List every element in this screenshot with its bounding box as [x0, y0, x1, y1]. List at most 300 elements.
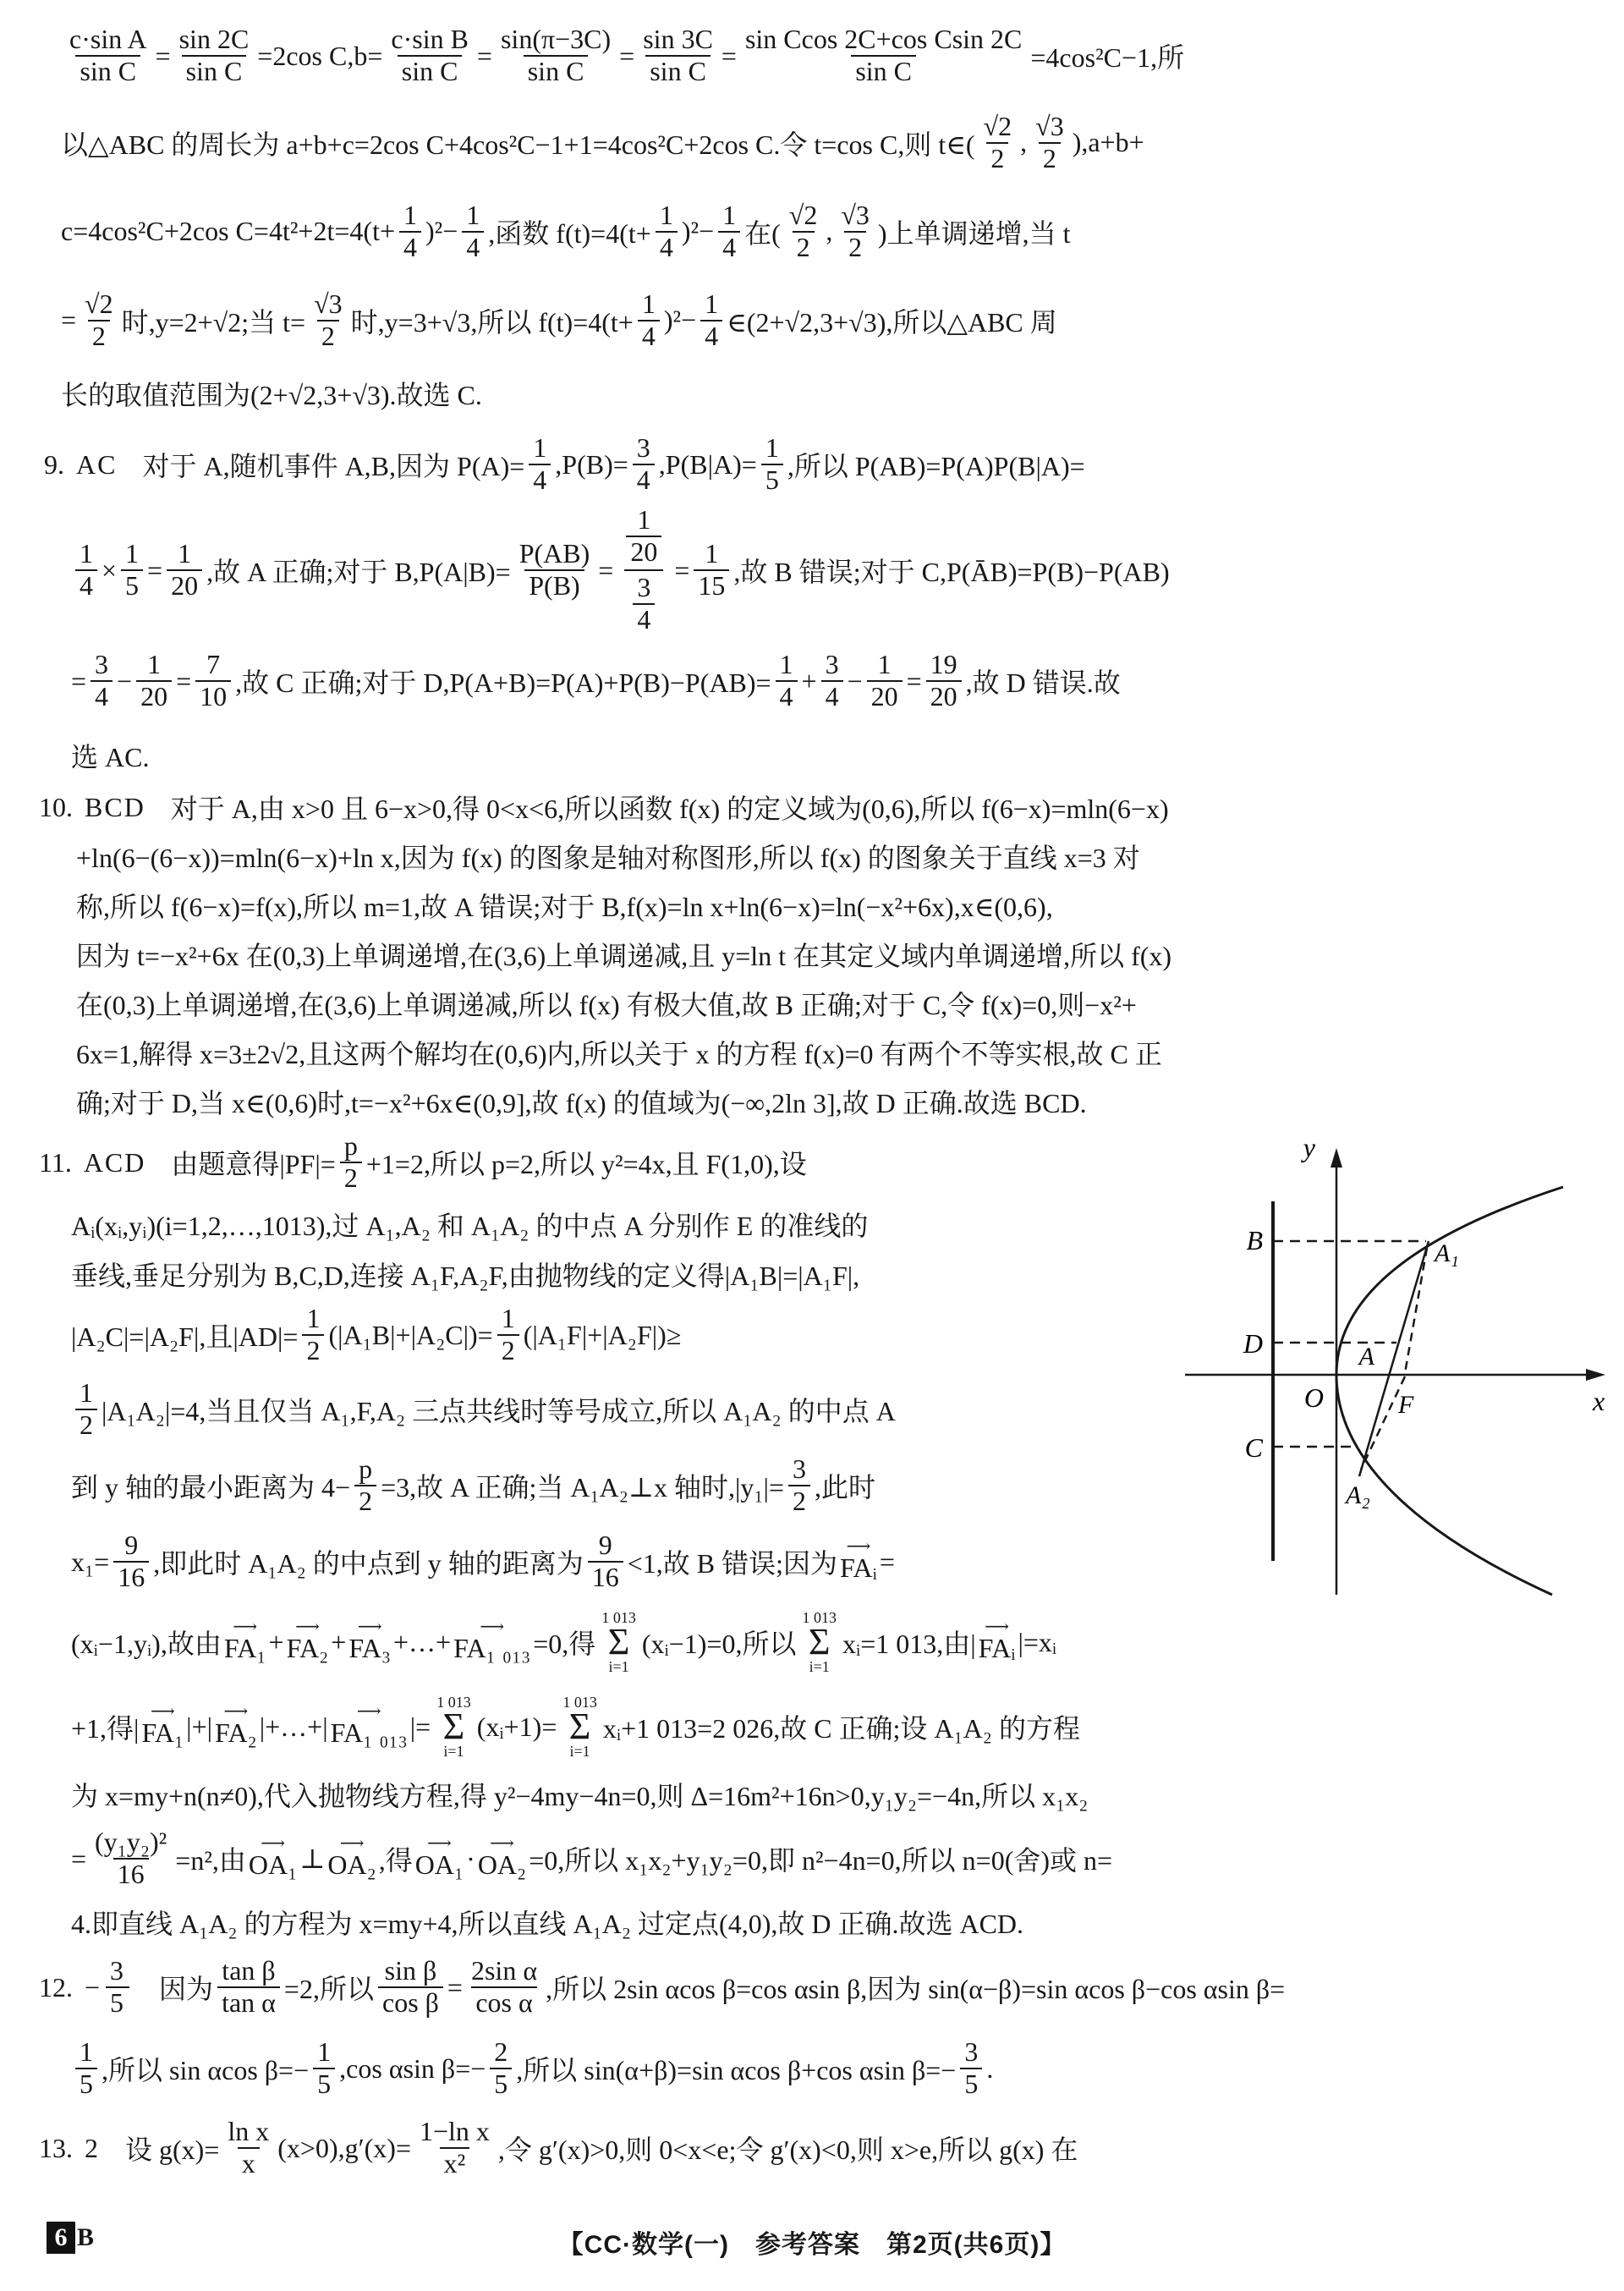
- fraction: [718, 201, 740, 263]
- math-text: 5: [110, 1987, 126, 2018]
- math-text: =: [906, 665, 922, 696]
- fraction: [633, 573, 655, 635]
- math-text: 到 y 轴的最小距离为 4−: [71, 1472, 351, 1503]
- vector-text: OA₂: [477, 1849, 527, 1880]
- fraction: [106, 1956, 129, 2019]
- math-text: √3: [1035, 110, 1064, 141]
- math-text: c·sin A: [69, 24, 147, 55]
- math-text: √2: [85, 288, 113, 319]
- math-text: −: [847, 665, 863, 696]
- math-text: 设 g(x)=: [125, 2134, 220, 2165]
- math-text: =: [598, 554, 614, 585]
- summation-part: 1 013: [562, 1693, 597, 1711]
- math-text: ∈(2+√2,3+√3),所以△ABC 周: [727, 306, 1057, 338]
- vector-arrow-icon: ⟶: [846, 1536, 871, 1556]
- fraction: [529, 433, 551, 496]
- math-line: [0, 504, 1624, 635]
- math-line: [0, 728, 1624, 783]
- math-text: =: [476, 40, 492, 71]
- math-text: 20: [630, 536, 658, 568]
- figure-label-F: F: [1398, 1391, 1414, 1419]
- math-text: 3: [825, 649, 839, 680]
- math-text: 时,y=3+√3,所以 f(t)=4(t+: [350, 306, 634, 338]
- math-text: |+|: [186, 1711, 213, 1742]
- vector-arrow-icon: ⟶: [223, 1701, 249, 1721]
- math-text: 1: [659, 199, 673, 230]
- vector: [477, 1833, 527, 1880]
- math-text: 6x=1,解得 x=3±2√2,且这两个解均在(0,6)内,所以关于 x 的方程 f(x)=0 有两个不等实根,故 C 正: [76, 1039, 1162, 1069]
- math-text: 16: [591, 1562, 619, 1592]
- math-text: .: [986, 2052, 994, 2084]
- fraction: [113, 1530, 149, 1593]
- math-text: 对于 A,随机事件 A,B,因为 P(A)=: [142, 451, 525, 481]
- math-text: xᵢ=1 013,由|: [842, 1629, 976, 1659]
- fraction: [167, 539, 202, 602]
- fraction: [700, 289, 722, 352]
- summation-part: Σ: [442, 1706, 465, 1748]
- summation-part: i=1: [443, 1742, 464, 1760]
- math-text: ,: [826, 216, 833, 246]
- fraction: [656, 201, 678, 263]
- math-line: [0, 634, 1624, 728]
- math-line: [0, 276, 1624, 365]
- math-text: +…+: [393, 1626, 452, 1657]
- fraction: [776, 650, 798, 712]
- math-text: 10: [200, 681, 228, 711]
- math-text: 20: [930, 681, 957, 711]
- math-line: [0, 1769, 1624, 1820]
- math-text: 5: [765, 464, 779, 495]
- vector-arrow-icon: ⟶: [985, 1617, 1009, 1636]
- math-text: 2: [501, 1335, 515, 1365]
- math-text: 在(0,3)上单调递增,在(3,6)上单调递减,所以 f(x) 有极大值,故 B 正确;对于 C,令 f(x)=0,则−x²+: [76, 990, 1137, 1020]
- math-text: 15: [698, 570, 726, 601]
- summation: [802, 1609, 837, 1676]
- math-text: 4: [722, 231, 737, 262]
- math-text: (x>0),g′(x)=: [277, 2132, 411, 2163]
- math-line: [0, 98, 1624, 187]
- math-text: ,故 A 正确;对于 B,P(A|B)=: [206, 557, 511, 587]
- fraction: [741, 25, 1026, 87]
- math-text: +1,得|: [71, 1713, 140, 1744]
- math-text: 2: [80, 1409, 93, 1440]
- math-text: ,得: [378, 1845, 413, 1876]
- fraction: [378, 1956, 443, 2019]
- math-text: (xᵢ−1)=0,所以: [641, 1629, 797, 1659]
- math-text: sin(π−3C): [500, 24, 612, 55]
- math-text: 4: [779, 681, 793, 711]
- math-text: +ln(6−(6−x))=mln(6−x)+ln x,因为 f(x) 的图象是轴对称图形,所以 f(x) 的图象关于直线 x=3 对: [76, 843, 1140, 873]
- fraction: [75, 539, 97, 602]
- fraction: [837, 201, 874, 263]
- figure-label-y: y: [1303, 1132, 1315, 1162]
- math-text: 2: [796, 231, 810, 262]
- math-text: 5: [494, 2068, 508, 2099]
- figure-label-A1: A₁: [1435, 1239, 1459, 1267]
- math-text: =: [619, 40, 635, 71]
- math-text: 3: [636, 432, 650, 464]
- math-line: [0, 979, 1624, 1028]
- math-text: ,函数 f(t)=4(t+: [488, 217, 651, 249]
- math-text: P(AB): [518, 538, 590, 569]
- math-text: x: [241, 2148, 255, 2178]
- figure-label-A: A: [1358, 1343, 1374, 1371]
- vector-arrow-icon: ⟶: [295, 1617, 320, 1636]
- math-line: [0, 1820, 1624, 1898]
- math-text: 1: [779, 649, 793, 680]
- math-text: 1: [501, 1303, 515, 1334]
- vector-arrow-icon: ⟶: [356, 1701, 381, 1721]
- fraction: [91, 1827, 171, 1890]
- math-text: 1: [80, 538, 93, 569]
- vector-text: FA₂: [215, 1717, 257, 1748]
- math-text: (y₁y₂)²: [95, 1827, 167, 1858]
- math-text: =: [721, 40, 737, 71]
- math-text: √3: [841, 199, 870, 230]
- answer-item-9: [0, 422, 1624, 783]
- math-text: 1: [877, 649, 892, 680]
- math-text: |=: [409, 1711, 431, 1742]
- math-text: 1: [641, 288, 656, 319]
- math-text: x₁=: [71, 1546, 110, 1577]
- math-text: sin C: [527, 56, 584, 86]
- fraction: [926, 650, 962, 712]
- fraction: [785, 201, 822, 263]
- summation: [601, 1609, 636, 1676]
- math-text: =2cos C,b=: [257, 40, 383, 71]
- math-text: ,所以 2sin αcos β=cos αsin β,因为 sin(α−β)=sin αcos β−cos αsin β=: [546, 1974, 1286, 2004]
- math-text: 9: [598, 1530, 612, 1561]
- fraction: [867, 650, 903, 712]
- question-number: 11.: [39, 1146, 72, 1178]
- vector: [978, 1617, 1016, 1663]
- math-text: cos α: [475, 1987, 533, 2018]
- math-text: 1: [765, 432, 779, 464]
- math-text: |A₁A₂|=4,当且仅当 A₁,F,A₂ 三点共线时等号成立,所以 A₁A₂ 的中点 A: [102, 1396, 896, 1426]
- math-text: 1: [705, 538, 719, 569]
- math-text: tan α: [222, 1987, 276, 2018]
- answer-8-continuation: [0, 0, 1624, 422]
- math-text: √2: [788, 199, 818, 230]
- math-text: ,故 D 错误.故: [965, 668, 1121, 698]
- math-text: 为 x=my+n(n≠0),代入抛物线方程,得 y²−4my−4n=0,则 Δ=16m²+16n>0,y₁y₂=−4n,所以 x₁x₂: [71, 1781, 1089, 1811]
- math-text: =: [674, 554, 690, 585]
- answer-item-10: [0, 783, 1624, 1126]
- math-text: 3: [95, 649, 109, 680]
- summation: [562, 1694, 597, 1761]
- summation-part: 1 013: [601, 1608, 636, 1626]
- vector-text: FA₁ ₀₁₃: [330, 1717, 408, 1748]
- math-text: (xᵢ−1,yᵢ),故由: [71, 1629, 222, 1659]
- vector: [141, 1701, 184, 1748]
- fraction: [467, 1956, 541, 2019]
- math-text: 19: [930, 649, 957, 680]
- math-text: 1−ln x: [419, 2116, 490, 2147]
- fraction: [387, 25, 473, 87]
- math-text: =2,所以: [283, 1974, 374, 2004]
- math-line: [0, 2109, 1624, 2187]
- math-text: 1: [147, 649, 162, 680]
- vector: [840, 1536, 877, 1583]
- math-text: 4: [403, 231, 417, 262]
- vector-text: FA₃: [348, 1632, 391, 1663]
- vector: [327, 1833, 376, 1880]
- figure-label-B: B: [1246, 1225, 1263, 1255]
- badge-number: 6: [47, 2222, 75, 2254]
- math-text: =3,故 A 正确;当 A₁A₂⊥x 轴时,|y₁|=: [381, 1472, 784, 1503]
- math-text: )²−: [663, 305, 697, 335]
- math-text: 4: [705, 320, 719, 351]
- math-text: =: [447, 1971, 463, 2003]
- math-text: 1: [705, 288, 719, 319]
- x-axis-arrow-icon: [1586, 1369, 1605, 1381]
- math-text: sin Ccos 2C+cos Csin 2C: [744, 24, 1023, 55]
- math-text: 4: [95, 681, 109, 711]
- math-text: 1: [125, 538, 140, 569]
- fraction: [175, 25, 254, 87]
- fraction: [75, 1378, 97, 1441]
- vector: [414, 1833, 464, 1880]
- math-text: 5: [80, 2068, 93, 2099]
- fraction: [639, 25, 717, 87]
- math-text: 2: [91, 320, 106, 351]
- math-text: 时,y=2+√2;当 t=: [121, 306, 306, 338]
- math-text: c·sin B: [391, 24, 469, 55]
- math-text: ×: [102, 554, 118, 585]
- math-text: |+…+|: [259, 1711, 328, 1742]
- math-text: p: [343, 1130, 358, 1162]
- vector-arrow-icon: ⟶: [261, 1833, 285, 1853]
- math-text: sin C: [185, 56, 243, 86]
- page-footer: [0, 2218, 1624, 2269]
- vector-arrow-icon: ⟶: [357, 1617, 382, 1636]
- math-text: Aᵢ(xᵢ,yᵢ)(i=1,2,…,1013),过 A₁,A₂ 和 A₁A₂ 的中点 A 分别作 E 的准线的: [71, 1211, 869, 1241]
- figure-label-A2: A₂: [1346, 1481, 1370, 1509]
- fraction: [354, 1454, 376, 1517]
- vector-text: FA₁: [141, 1717, 184, 1748]
- vector: [453, 1617, 531, 1663]
- math-text: )上单调递增,当 t: [877, 217, 1071, 249]
- fraction: [617, 503, 670, 636]
- math-text: 1: [533, 432, 547, 464]
- math-text: sin C: [80, 56, 137, 86]
- fraction: [788, 1454, 810, 1517]
- vector: [215, 1701, 257, 1748]
- math-text: 2: [793, 1486, 806, 1516]
- math-text: )²−: [681, 216, 715, 246]
- figure-label-C: C: [1244, 1432, 1263, 1463]
- math-text: =4cos²C−1,所: [1030, 42, 1185, 73]
- math-text: tan β: [222, 1955, 276, 1986]
- math-text: 9: [124, 1530, 139, 1561]
- parabola-figure: [1178, 1121, 1624, 1599]
- fraction: [960, 2037, 982, 2100]
- fraction: [979, 112, 1017, 174]
- math-text: 1: [722, 199, 737, 230]
- math-text: ·: [466, 1843, 475, 1874]
- fraction: [626, 505, 661, 568]
- math-text: 16: [117, 1859, 145, 1889]
- math-text: (|A₁B|+|A₂C|)=: [328, 1319, 493, 1350]
- fraction: [633, 433, 655, 496]
- figure-label-x: x: [1593, 1386, 1605, 1416]
- badge-suffix: B: [77, 2223, 95, 2251]
- math-line: [0, 14, 1624, 98]
- math-text: 4: [80, 570, 93, 601]
- math-text: 4: [659, 231, 673, 262]
- math-text: xᵢ+1 013=2 026,故 C 正确;设 A₁A₂ 的方程: [602, 1713, 1080, 1744]
- math-text: 5: [125, 570, 140, 601]
- math-text: 因为: [159, 1974, 214, 2004]
- summation-part: Σ: [808, 1621, 831, 1663]
- math-text: 由题意得|PF|=: [171, 1149, 336, 1179]
- math-text: 确;对于 D,当 x∈(0,6)时,t=−x²+6x∈(0,9],故 f(x) 的值域为(−∞,2ln 3],故 D 正确.故选 BCD.: [76, 1088, 1087, 1118]
- math-text: 4.即直线 A₁A₂ 的方程为 x=my+4,所以直线 A₁A₂ 过定点(4,0),故 D 正确.故选 ACD.: [71, 1909, 1024, 1939]
- summation-part: i=1: [809, 1657, 830, 1675]
- footer-caption: 【CC·数学(一) 参考答案 第2页(共6页)】: [557, 2231, 1067, 2259]
- vector-arrow-icon: ⟶: [490, 1833, 514, 1853]
- math-text: 3: [964, 2036, 979, 2068]
- math-text: 1: [403, 199, 417, 230]
- fraction: [310, 289, 347, 352]
- fraction: [313, 2037, 335, 2100]
- math-text: (xᵢ+1)=: [476, 1711, 557, 1742]
- vector: [330, 1701, 408, 1748]
- vector: [223, 1617, 266, 1663]
- math-line: [0, 1898, 1624, 1947]
- math-text: c=4cos²C+2cos C=4t²+2t=4(t+: [61, 216, 395, 246]
- math-text: 2: [306, 1335, 321, 1365]
- fraction: [65, 25, 151, 87]
- fraction: [217, 1956, 280, 2019]
- math-text: ,所以 P(AB)=P(A)P(B|A)=: [787, 451, 1085, 481]
- math-text: ,所以 sin αcos β=−: [102, 2055, 310, 2085]
- vector-text: OA₂: [327, 1849, 376, 1880]
- math-text: ,: [1020, 127, 1028, 157]
- math-text: 4: [466, 231, 480, 262]
- fraction: [588, 1530, 623, 1593]
- math-line: [0, 2028, 1624, 2109]
- math-text: 7: [206, 649, 221, 680]
- math-text: 因为 t=−x²+6x 在(0,3)上单调递增,在(3,6)上单调递减,且 y=ln t 在其定义域内单调递增,所以 f(x): [76, 941, 1172, 971]
- math-text: ,令 g′(x)>0,则 0<x<e;令 g′(x)<0,则 x>e,所以 g(x) 在: [497, 2134, 1078, 2165]
- math-line: [0, 1600, 1624, 1684]
- math-text: =: [176, 665, 192, 696]
- math-text: 5: [317, 2068, 332, 2099]
- vector-text: FA₁: [223, 1632, 266, 1663]
- math-text: 在(: [744, 217, 781, 249]
- math-text: 选 AC.: [71, 742, 150, 772]
- math-text: |=xᵢ: [1018, 1626, 1057, 1657]
- vector-arrow-icon: ⟶: [339, 1833, 365, 1853]
- answer-label: [85, 1954, 134, 2020]
- math-text: (|A₁F|+|A₂F|)≥: [523, 1319, 682, 1350]
- math-text: √3: [314, 288, 343, 319]
- math-text: =0,得: [533, 1629, 596, 1659]
- fraction: [75, 2037, 97, 2100]
- math-text: √2: [983, 110, 1012, 141]
- summation-part: Σ: [568, 1706, 591, 1748]
- math-line: [0, 1947, 1624, 2028]
- math-text: =: [155, 40, 171, 71]
- math-text: )²−: [425, 216, 458, 246]
- math-line: [0, 1028, 1624, 1077]
- answer-label: [76, 449, 117, 481]
- math-text: 20: [171, 570, 199, 601]
- vector-text: FAᵢ: [840, 1552, 877, 1583]
- math-text: 2: [848, 231, 863, 262]
- math-text: sin 3C: [643, 24, 713, 55]
- vector-text: OA₁: [414, 1849, 464, 1880]
- vector-arrow-icon: ⟶: [233, 1617, 258, 1636]
- question-number: 9.: [44, 448, 64, 480]
- math-line: [0, 187, 1624, 276]
- math-text: +: [268, 1626, 284, 1657]
- math-text: 1: [466, 199, 480, 230]
- fraction: [761, 433, 783, 496]
- math-text: ,故 C 正确;对于 D,P(A+B)=P(A)+P(B)−P(AB)=: [235, 668, 771, 698]
- math-text: ,故 B 错误;对于 C,P(ĀB)=P(B)−P(AB): [733, 557, 1170, 587]
- vector-text: OA₁: [248, 1849, 298, 1880]
- vector: [348, 1617, 391, 1663]
- fraction: [195, 650, 231, 712]
- figure-label-origin: O: [1303, 1382, 1324, 1413]
- fraction: [91, 650, 112, 712]
- math-text: 4: [636, 464, 650, 495]
- math-text: +: [801, 665, 817, 696]
- math-text: 2: [85, 2132, 100, 2163]
- vector-text: FAᵢ: [978, 1632, 1016, 1663]
- fraction: [821, 650, 843, 712]
- math-text: =: [147, 554, 163, 585]
- summation-part: 1 013: [436, 1693, 471, 1711]
- math-text: 2: [1042, 142, 1056, 173]
- vector-text: FA₁ ₀₁₃: [453, 1632, 531, 1663]
- math-text: 1: [178, 538, 192, 569]
- math-text: cos β: [381, 1987, 439, 2018]
- summation-part: i=1: [608, 1657, 629, 1675]
- fraction: [638, 289, 660, 352]
- math-line: [0, 881, 1624, 930]
- math-text: −: [85, 1971, 102, 2003]
- fraction: [462, 201, 484, 263]
- math-text: 2: [990, 142, 1005, 173]
- math-text: 3: [110, 1955, 126, 1986]
- question-number: 10.: [39, 791, 73, 822]
- vector-arrow-icon: ⟶: [480, 1617, 504, 1636]
- math-text: sin C: [650, 56, 706, 86]
- math-line: [0, 1077, 1624, 1126]
- fraction: [223, 2117, 273, 2179]
- math-text: 16: [118, 1562, 145, 1592]
- y-axis-arrow-icon: [1330, 1148, 1342, 1167]
- math-text: p: [359, 1453, 373, 1485]
- math-text: 对于 A,由 x>0 且 6−x>0,得 0<x<6,所以函数 f(x) 的定义域为(0,6),所以 f(6−x)=mln(6−x): [170, 794, 1169, 824]
- answer-label: [84, 1147, 146, 1178]
- answer-item-13: [0, 2109, 1624, 2187]
- math-text: 3: [637, 572, 651, 602]
- fraction: [136, 650, 172, 712]
- math-text: =: [71, 1843, 87, 1874]
- fraction: [694, 539, 729, 602]
- fraction: [121, 539, 143, 602]
- math-text: ,cos αsin β=−: [339, 2052, 486, 2084]
- math-text: BCD: [85, 791, 145, 822]
- math-text: 2sin α: [470, 1955, 538, 1986]
- math-text: =n²,由: [175, 1845, 246, 1876]
- fraction: [80, 289, 118, 352]
- math-text: 20: [870, 681, 898, 711]
